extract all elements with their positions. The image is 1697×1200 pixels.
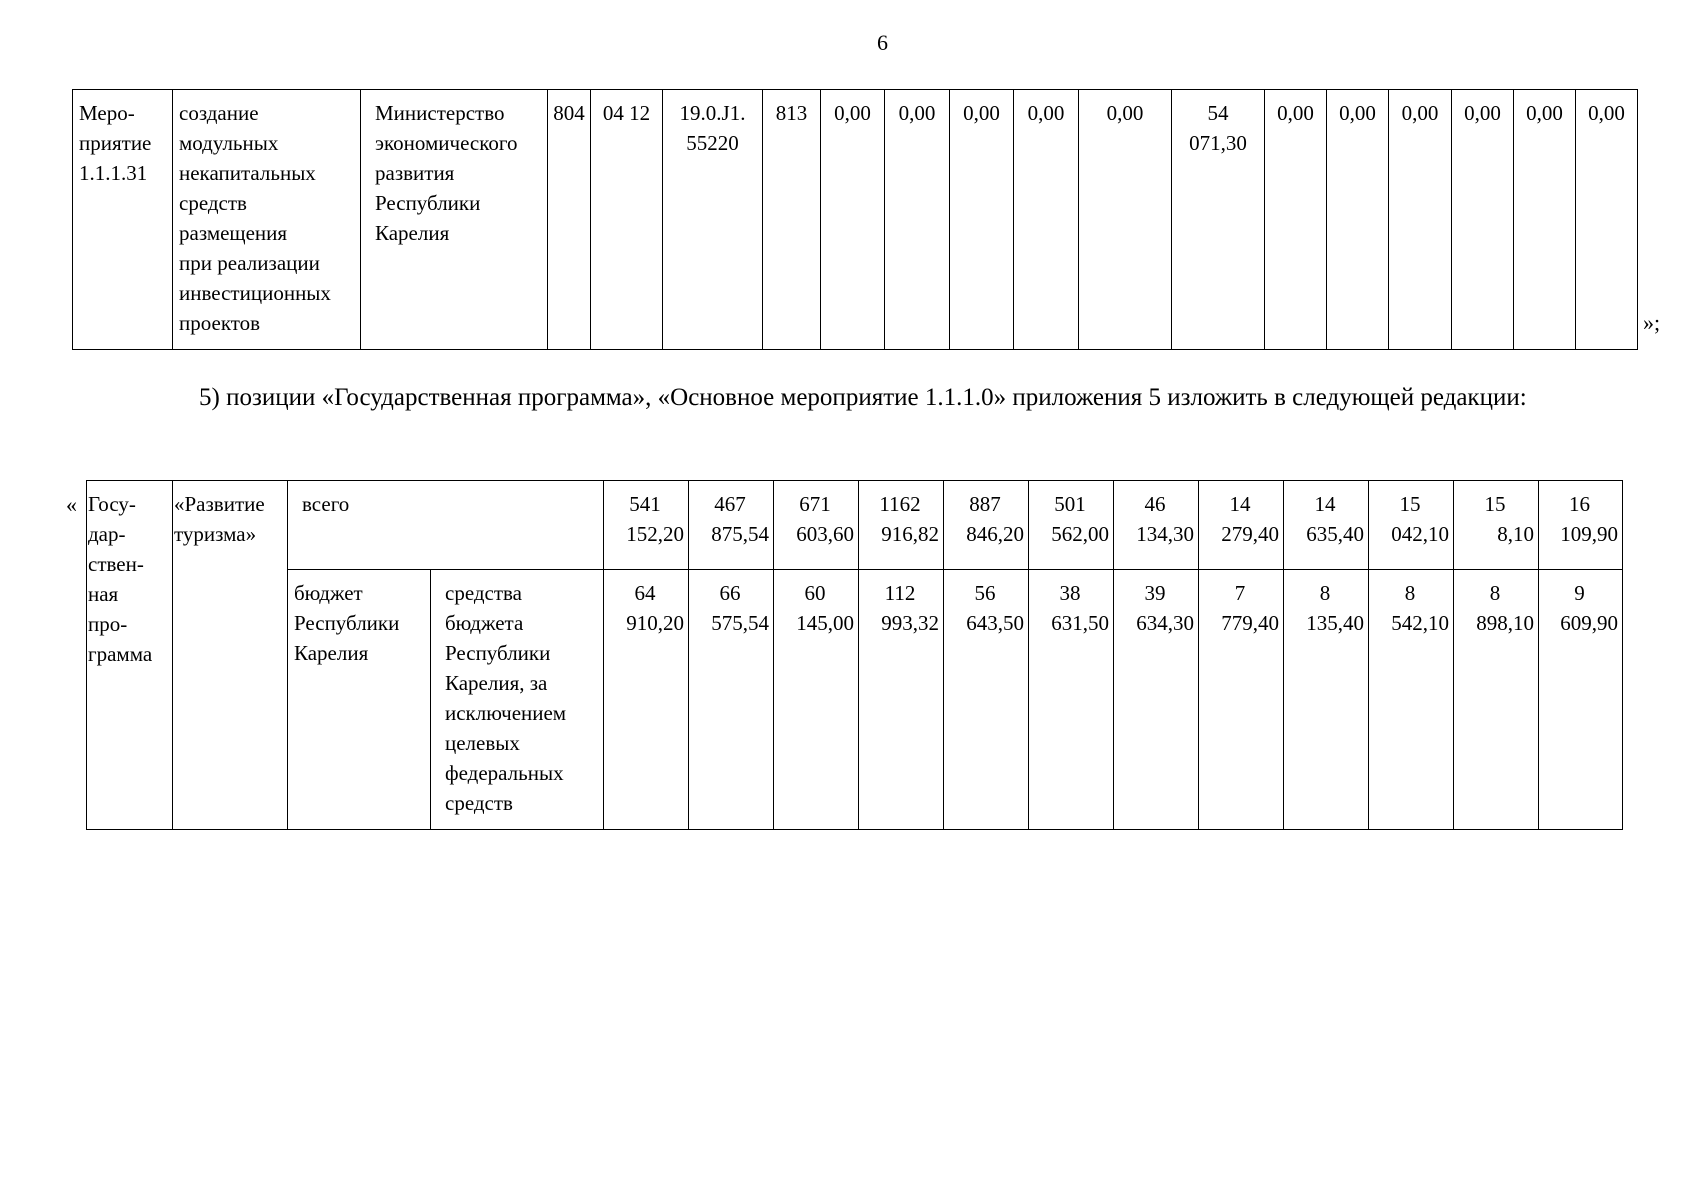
cell-line: исключением <box>445 701 567 725</box>
value-cell <box>1172 90 1265 350</box>
value-thousands: 14 <box>1314 492 1336 516</box>
total-value-cell <box>1284 481 1369 570</box>
total-value-cell <box>859 481 944 570</box>
cell-line: бюджет <box>294 581 363 605</box>
budget-value-cell <box>944 570 1029 830</box>
cell-line: федеральных <box>445 761 564 785</box>
value-thousands: 7 <box>1234 581 1246 605</box>
cell-line: «Развитие <box>174 492 265 516</box>
value-thousands: 671 <box>799 492 831 516</box>
value-cell: 0,00 <box>1514 90 1576 350</box>
cell-line: Меро- <box>79 101 135 125</box>
value-thousands: 56 <box>974 581 996 605</box>
value-remainder: 145,00 <box>796 611 854 635</box>
budget-value-cell <box>1114 570 1199 830</box>
cell-line: грамма <box>88 642 153 666</box>
value-remainder: 279,40 <box>1221 522 1279 546</box>
value-cell: 0,00 <box>1389 90 1452 350</box>
cell-line: проектов <box>179 311 261 335</box>
cell-line: дар- <box>88 522 126 546</box>
budget-value-cell <box>1369 570 1454 830</box>
value-cell: 0,00 <box>821 90 885 350</box>
activity-name-cell <box>173 90 361 350</box>
total-value-cell <box>1369 481 1454 570</box>
vr-cell: 813 <box>763 90 821 350</box>
cell-line: Карелия, за <box>445 671 548 695</box>
value-thousands: 467 <box>714 492 746 516</box>
value-cell: 0,00 <box>1265 90 1327 350</box>
budget-value-cell <box>604 570 689 830</box>
value-cell: 0,00 <box>1327 90 1389 350</box>
cell-line: Республики <box>445 641 551 665</box>
table-row <box>87 570 1623 830</box>
value-remainder: 916,82 <box>881 522 939 546</box>
cell-line: средств <box>179 191 247 215</box>
value-remainder: 898,10 <box>1476 611 1534 635</box>
cell-line: целевых <box>445 731 520 755</box>
value-thousands: 8 <box>1319 581 1331 605</box>
value-cell: 0,00 <box>1576 90 1638 350</box>
total-value-cell <box>1199 481 1284 570</box>
value-thousands: 15 <box>1484 492 1506 516</box>
total-value-cell <box>1029 481 1114 570</box>
value-thousands: 14 <box>1229 492 1251 516</box>
value-remainder: 635,40 <box>1306 522 1364 546</box>
cell-line: 071,30 <box>1189 131 1247 155</box>
activity-code-cell <box>73 90 173 350</box>
budget-value-cell <box>689 570 774 830</box>
budget-value-cell <box>1284 570 1369 830</box>
csr-cell <box>663 90 763 350</box>
cell-line: Госу- <box>88 492 136 516</box>
cell-line: Карелия <box>375 221 450 245</box>
total-label-cell: всего <box>288 481 604 570</box>
cell-line: модульных <box>179 131 279 155</box>
value-thousands: 9 <box>1574 581 1585 605</box>
budget-value-cell <box>1199 570 1284 830</box>
value-remainder: 603,60 <box>796 522 854 546</box>
total-value-cell <box>1454 481 1539 570</box>
cell-line: Республики <box>294 611 400 635</box>
value-remainder: 542,10 <box>1391 611 1449 635</box>
budget-value-cell <box>859 570 944 830</box>
cell-line: 55220 <box>686 131 739 155</box>
value-remainder: 575,54 <box>711 611 769 635</box>
budget-value-cell <box>1454 570 1539 830</box>
value-thousands: 60 <box>804 581 826 605</box>
total-value-cell <box>689 481 774 570</box>
total-value-cell <box>774 481 859 570</box>
value-thousands: 541 <box>629 492 661 516</box>
program-table <box>86 480 1623 830</box>
opening-quote: « <box>66 492 77 517</box>
cell-line: Республики <box>375 191 481 215</box>
cell-line: размещения <box>179 221 288 245</box>
cell-line: про- <box>88 612 128 636</box>
table-row <box>73 90 1638 350</box>
budget-value-cell <box>1539 570 1623 830</box>
value-thousands: 8 <box>1489 581 1501 605</box>
executor-cell <box>361 90 548 350</box>
value-cell: 0,00 <box>1079 90 1172 350</box>
value-thousands: 112 <box>884 581 916 605</box>
value-thousands: 39 <box>1144 581 1166 605</box>
value-remainder: 134,30 <box>1136 522 1194 546</box>
activity-table <box>72 89 1638 350</box>
budget-value-cell <box>774 570 859 830</box>
program-label-cell <box>87 481 173 830</box>
cell-line: 19.0.J1. <box>679 101 746 125</box>
value-remainder: 779,40 <box>1221 611 1279 635</box>
value-thousands: 46 <box>1144 492 1166 516</box>
value-remainder: 8,10 <box>1497 522 1534 546</box>
cell-line: бюджета <box>445 611 524 635</box>
budget-value-cell <box>1029 570 1114 830</box>
cell-line: средств <box>445 791 513 815</box>
cell-line: развития <box>375 161 455 185</box>
value-remainder: 846,20 <box>966 522 1024 546</box>
total-value-cell <box>944 481 1029 570</box>
value-remainder: 109,90 <box>1560 522 1618 546</box>
rzpr-cell: 04 12 <box>591 90 663 350</box>
cell-line: при реализации <box>179 251 320 275</box>
cell-line: 1.1.1.31 <box>79 161 148 185</box>
cell-line: ствен- <box>88 552 144 576</box>
value-thousands: 1162 <box>879 492 921 516</box>
grbs-cell: 804 <box>548 90 591 350</box>
table-row <box>87 481 1623 570</box>
value-remainder: 993,32 <box>881 611 939 635</box>
cell-line: 54 <box>1207 101 1229 125</box>
cell-line: ная <box>88 582 119 606</box>
value-remainder: 609,90 <box>1560 611 1618 635</box>
cell-line: создание <box>179 101 259 125</box>
value-remainder: 152,20 <box>626 522 684 546</box>
value-cell: 0,00 <box>1452 90 1514 350</box>
value-thousands: 501 <box>1054 492 1086 516</box>
value-cell: 0,00 <box>885 90 950 350</box>
value-thousands: 887 <box>969 492 1001 516</box>
program-name-cell <box>173 481 288 830</box>
total-value-cell <box>1114 481 1199 570</box>
value-remainder: 631,50 <box>1051 611 1109 635</box>
budget-source-cell <box>288 570 431 830</box>
total-value-cell <box>1539 481 1623 570</box>
value-thousands: 15 <box>1399 492 1421 516</box>
value-remainder: 634,30 <box>1136 611 1194 635</box>
cell-line: приятие <box>79 131 152 155</box>
value-remainder: 135,40 <box>1306 611 1364 635</box>
cell-line: инвестиционных <box>179 281 331 305</box>
value-remainder: 562,00 <box>1051 522 1109 546</box>
value-thousands: 8 <box>1404 581 1416 605</box>
value-thousands: 64 <box>634 581 656 605</box>
value-thousands: 38 <box>1059 581 1081 605</box>
closing-quote: »; <box>1643 310 1661 335</box>
value-remainder: 910,20 <box>626 611 684 635</box>
value-remainder: 042,10 <box>1391 522 1449 546</box>
total-value-cell <box>604 481 689 570</box>
budget-detail-cell <box>431 570 604 830</box>
amendment-paragraph: 5) позиции «Государственная программа», «Основное мероприятие 1.1.1.0» приложения 5 изложить в следующей редакции: <box>199 384 1527 411</box>
value-remainder: 875,54 <box>711 522 769 546</box>
cell-line: экономического <box>375 131 518 155</box>
cell-line: средства <box>445 581 523 605</box>
page-number: 6 <box>877 30 888 55</box>
value-remainder: 643,50 <box>966 611 1024 635</box>
cell-line: туризма» <box>174 522 257 546</box>
cell-line: Министерство <box>375 101 505 125</box>
cell-line: некапитальных <box>179 161 316 185</box>
value-thousands: 16 <box>1569 492 1590 516</box>
value-cell: 0,00 <box>950 90 1014 350</box>
value-thousands: 66 <box>719 581 741 605</box>
cell-line: Карелия <box>294 641 369 665</box>
value-cell: 0,00 <box>1014 90 1079 350</box>
